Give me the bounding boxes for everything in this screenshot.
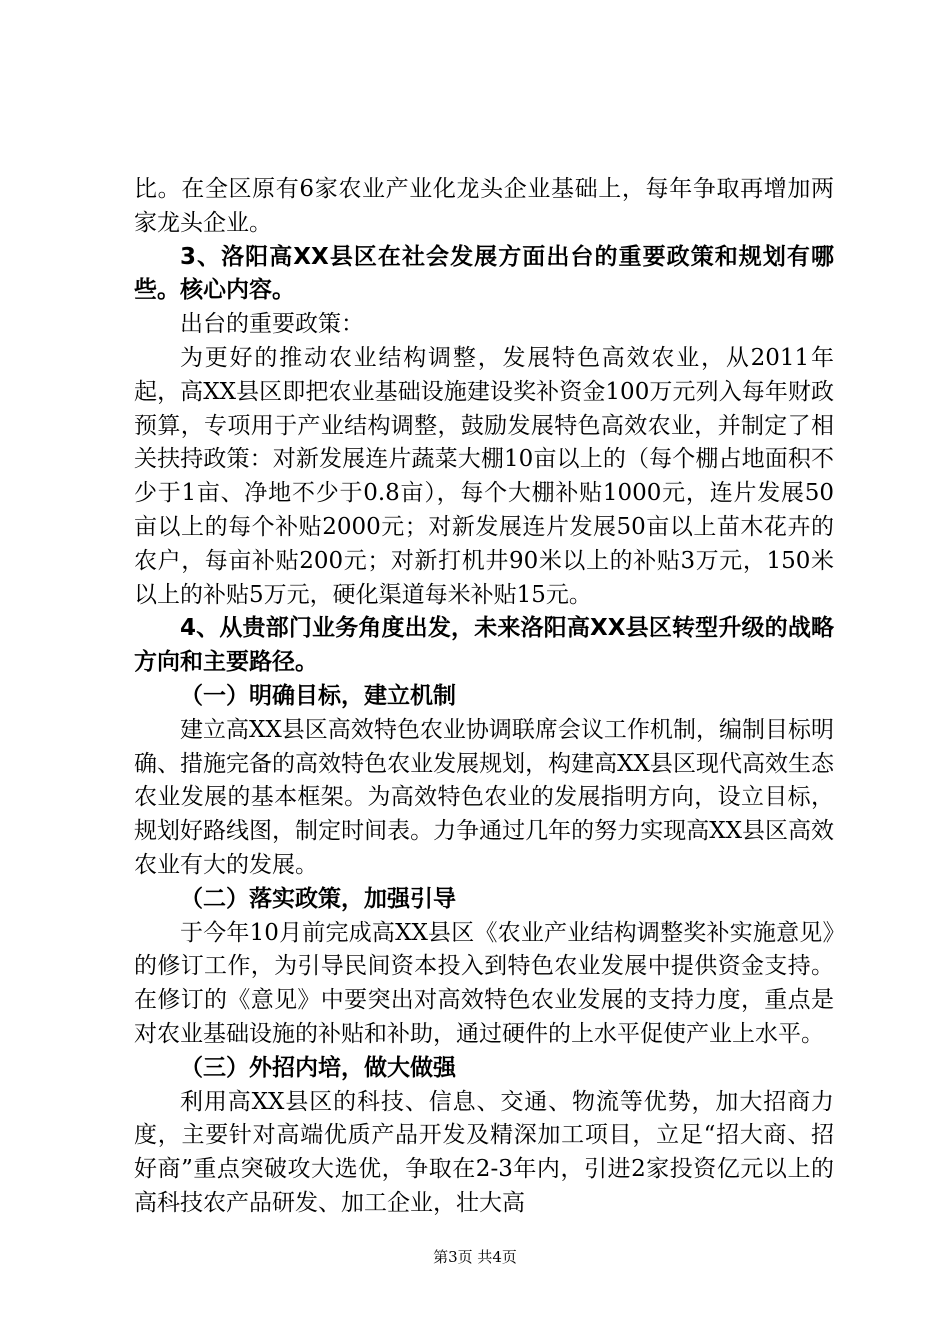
paragraph-policy-label: 出台的重要政策：: [180, 311, 364, 338]
heading-question-4: 4、从贵部门业务角度出发，未来洛阳高XX县区转型升级的战略方向和主要路径。: [134, 615, 834, 676]
subheading-3: （三）外招内培，做大做强: [180, 1054, 456, 1081]
paragraph-1: 比。在全区原有6家农业产业化龙头企业基础上，每年争取再增加两家龙头企业。: [134, 176, 834, 236]
subheading-2: （二）落实政策，加强引导: [180, 885, 456, 912]
document-body: [134, 173, 834, 1221]
paragraph-investment: 利用高XX县区的科技、信息、交通、物流等优势，加大招商力度，主要针对高端优质产品开发及精深加工项目，立足“招大商、招好商”重点突破攻大选优，争取在2-3年内，引进2家投资亿元以上的高科技农产品研发、加工企业，壮大高: [134, 1088, 834, 1216]
page-footer: 第3页 共4页: [433, 1248, 517, 1266]
heading-question-3: 3、洛阳高XX县区在社会发展方面出台的重要政策和规划有哪些。核心内容。: [134, 243, 834, 304]
paragraph-mechanism: 建立高XX县区高效特色农业协调联席会议工作机制，编制目标明确、措施完备的高效特色农业发展规划，构建高XX县区现代高效生态农业发展的基本框架。为高效特色农业的发展指明方向，设立目标，规划好路线图，制定时间表。力争通过几年的努力实现高XX县区高效农业有大的发展。: [134, 716, 834, 878]
subheading-1: （一）明确目标，建立机制: [180, 682, 456, 709]
paragraph-policy-detail: 为更好的推动农业结构调整，发展特色高效农业，从2011年起，高XX县区即把农业基础设施建设奖补资金100万元列入每年财政预算，专项用于产业结构调整，鼓励发展特色高效农业，并制定了相关扶持政策：对新发展连片蔬菜大棚10亩以上的（每个棚占地面积不少于1亩、净地不少于0.8亩），每个大棚补贴1000元，连片发展50亩以上的每个补贴2000元；对新发展连片发展50亩以上苗木花卉的农户，每亩补贴200元；对新打机井90米以上的补贴3万元，150米以上的补贴5万元，硬化渠道每米补贴15元。: [134, 344, 834, 608]
paragraph-policy-implementation: 于今年10月前完成高XX县区《农业产业结构调整奖补实施意见》的修订工作，为引导民间资本投入到特色农业发展中提供资金支持。在修订的《意见》中要突出对高效特色农业发展的支持力度，重点是对农业基础设施的补贴和补助，通过硬件的上水平促使产业上水平。: [134, 919, 834, 1047]
